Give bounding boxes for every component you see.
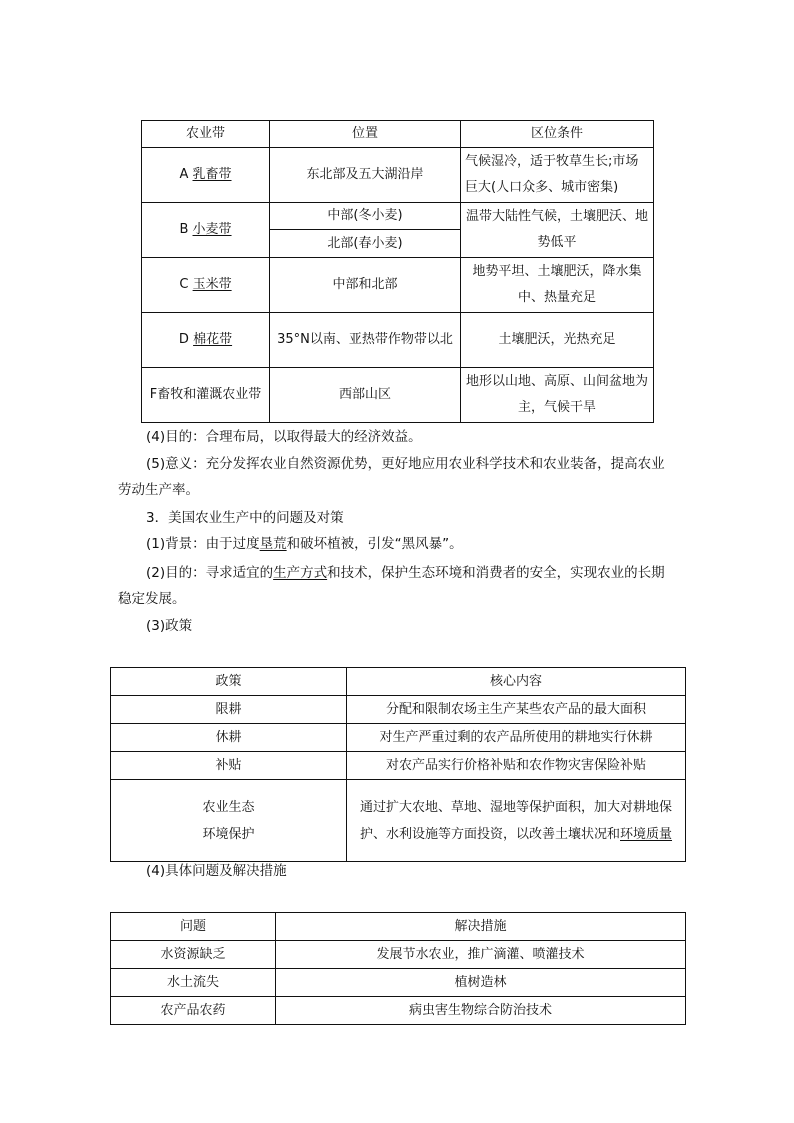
problems-heading: (4)具体问题及解决措施 <box>146 863 287 879</box>
underlined-term: 环境质量 <box>620 826 673 842</box>
text: (1)背景：由于过度 <box>146 536 260 552</box>
purpose-paragraph: (4)目的：合理布局，以取得最大的经济效益。 <box>146 429 422 445</box>
goal-paragraph <box>118 560 678 612</box>
belt-name: 棉花带 <box>193 332 233 347</box>
header-cell: 解决措施 <box>276 913 686 941</box>
conditions-cell: 气候湿冷，适于牧草生长;市场巨大(人口众多、城市密集) <box>461 148 654 203</box>
belt-name-cell <box>142 148 270 203</box>
belt-name-cell <box>142 313 270 368</box>
location-cell: 中部(冬小麦) <box>270 203 461 230</box>
conditions-cell: 土壤肥沃，光热充足 <box>461 313 654 368</box>
table-row <box>142 313 654 368</box>
table-row <box>111 780 686 862</box>
table-row <box>111 969 686 997</box>
policy-table <box>110 667 686 862</box>
belt-name-cell <box>142 203 270 258</box>
location-cell: 北部(春小麦) <box>270 230 461 258</box>
text: (2)目的：寻求适宜的 <box>146 565 274 581</box>
problem-cell: 水土流失 <box>111 969 276 997</box>
header-cell: 农业带 <box>142 121 270 148</box>
header-cell: 问题 <box>111 913 276 941</box>
header-cell: 区位条件 <box>461 121 654 148</box>
header-cell: 核心内容 <box>347 668 686 696</box>
conditions-cell: 温带大陆性气候，土壤肥沃、地势低平 <box>461 203 654 258</box>
content-cell: 分配和限制农场主生产某些农产品的最大面积 <box>347 696 686 724</box>
policy-heading: (3)政策 <box>146 618 193 634</box>
belt-name: 乳畜带 <box>192 167 232 182</box>
location-cell: 东北部及五大湖沿岸 <box>270 148 461 203</box>
content-cell <box>347 780 686 862</box>
problems-table <box>110 912 686 1025</box>
header-cell: 位置 <box>270 121 461 148</box>
table-header-row <box>111 668 686 696</box>
content-cell: 对生产严重过剩的农产品所使用的耕地实行休耕 <box>347 724 686 752</box>
table-row <box>111 752 686 780</box>
table-row <box>111 941 686 969</box>
belt-letter: A <box>179 167 193 182</box>
conditions-cell: 地势平坦、土壤肥沃，降水集中、热量充足 <box>461 258 654 313</box>
agricultural-belts-table <box>141 120 654 423</box>
belt-name: 玉米带 <box>192 277 232 292</box>
belt-letter: D <box>178 332 194 347</box>
table-header-row <box>142 121 654 148</box>
belt-name-cell <box>142 258 270 313</box>
belt-name: 小麦带 <box>192 222 232 237</box>
underlined-term: 生产方式 <box>273 565 328 581</box>
content-cell: 对农产品实行价格补贴和农作物灾害保险补贴 <box>347 752 686 780</box>
measure-cell: 发展节水农业，推广滴灌、喷灌技术 <box>276 941 686 969</box>
policy-cell: 限耕 <box>111 696 347 724</box>
header-cell: 政策 <box>111 668 347 696</box>
conditions-cell: 地形以山地、高原、山间盆地为主，气候干旱 <box>461 368 654 423</box>
underlined-term: 垦荒 <box>259 536 287 552</box>
background-paragraph <box>118 531 678 557</box>
significance-paragraph: (5)意义：充分发挥农业自然资源优势，更好地应用农业科学技术和农业装备，提高农业劳动生产率。 <box>118 456 665 498</box>
text: 通过扩大农地、草地、湿地等保护面积，加大对耕地保护、水利设施等方面投资，以改善土壤状况和 <box>359 799 672 842</box>
table-row <box>142 368 654 423</box>
table-row <box>111 696 686 724</box>
belt-letter: B <box>179 222 193 237</box>
text: 和破坏植被，引发“黑风暴”。 <box>286 536 463 552</box>
policy-line: 农业生态 <box>202 799 255 815</box>
policy-cell: 补贴 <box>111 752 347 780</box>
table-row <box>142 258 654 313</box>
table-row <box>111 724 686 752</box>
policy-line: 环境保护 <box>202 826 255 842</box>
location-cell: 西部山区 <box>270 368 461 423</box>
text: 和技术，保护生态环境和消费者的安全，实现农业的长期稳定发展。 <box>118 565 665 607</box>
location-cell: 35°N以南、亚热带作物带以北 <box>270 313 461 368</box>
problem-cell: 水资源缺乏 <box>111 941 276 969</box>
table-row <box>142 203 654 230</box>
belt-letter: C <box>179 277 193 292</box>
belt-name-cell: F畜牧和灌溉农业带 <box>142 368 270 423</box>
measure-cell: 病虫害生物综合防治技术 <box>276 997 686 1025</box>
location-cell: 中部和北部 <box>270 258 461 313</box>
policy-cell: 休耕 <box>111 724 347 752</box>
table-row <box>111 997 686 1025</box>
measure-cell: 植树造林 <box>276 969 686 997</box>
table-row <box>142 148 654 203</box>
policy-cell <box>111 780 347 862</box>
problem-cell: 农产品农药 <box>111 997 276 1025</box>
section-heading: 3．美国农业生产中的问题及对策 <box>146 510 344 526</box>
table-header-row <box>111 913 686 941</box>
